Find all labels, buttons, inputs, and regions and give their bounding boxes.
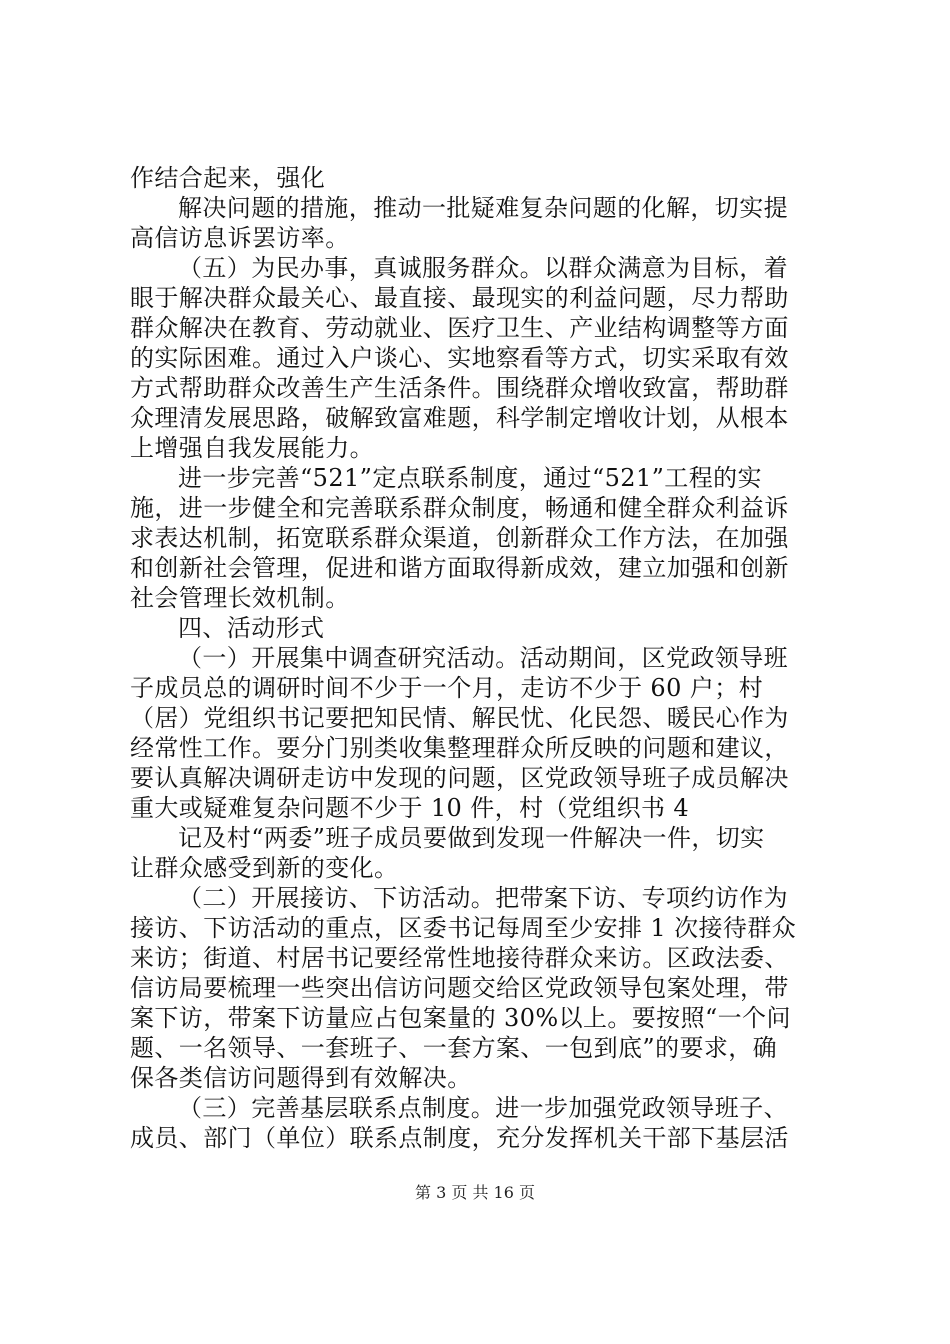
text-line: 让群众感受到新的变化。 [130, 854, 399, 882]
text-line: 求表达机制，拓宽联系群众渠道，创新群众工作方法，在加强 [130, 524, 789, 552]
text-line: 社会管理长效机制。 [130, 584, 350, 612]
text-line: 群众解决在教育、劳动就业、医疗卫生、产业结构调整等方面 [130, 314, 789, 342]
text-line: （二）开展接访、下访活动。把带案下访、专项约访作为 [178, 884, 788, 912]
text-line: 要认真解决调研走访中发现的问题，区党政领导班子成员解决 [130, 764, 789, 792]
text-line: 解决问题的措施，推动一批疑难复杂问题的化解，切实提 [178, 194, 788, 222]
text-line: （一）开展集中调查研究活动。活动期间，区党政领导班 [178, 644, 788, 672]
text-line: （五）为民办事，真诚服务群众。以群众满意为目标，着 [178, 254, 788, 282]
text-line: 子成员总的调研时间不少于一个月，走访不少于 60 户；村 [130, 674, 763, 702]
text-line: 案下访，带案下访量应占包案量的 30%以上。要按照“一个问 [130, 1004, 791, 1032]
text-line: 施，进一步健全和完善联系群众制度，畅通和健全群众利益诉 [130, 494, 789, 522]
text-line: 题、一名领导、一套班子、一套方案、一包到底”的要求，确 [130, 1034, 778, 1062]
text-line: 眼于解决群众最关心、最直接、最现实的利益问题，尽力帮助 [130, 284, 789, 312]
text-line: 众理清发展思路，破解致富难题，科学制定增收计划，从根本 [130, 404, 789, 432]
text-line: 作结合起来，强化 [130, 164, 326, 192]
text-line: （三）完善基层联系点制度。进一步加强党政领导班子、 [178, 1094, 788, 1122]
page-number: 第 3 页 共 16 页 [415, 1183, 535, 1202]
text-line: 成员、部门（单位）联系点制度，充分发挥机关干部下基层活 [130, 1124, 789, 1152]
text-line: 和创新社会管理，促进和谐方面取得新成效，建立加强和创新 [130, 554, 789, 582]
text-line: 记及村“两委”班子成员要做到发现一件解决一件，切实 [178, 824, 765, 852]
text-line: 方式帮助群众改善生产生活条件。围绕群众增收致富，帮助群 [130, 374, 789, 402]
text-line: 的实际困难。通过入户谈心、实地察看等方式，切实采取有效 [130, 344, 789, 372]
section-heading: 四、活动形式 [178, 614, 325, 642]
text-line: 来访；街道、村居书记要经常性地接待群众来访。区政法委、 [130, 944, 789, 972]
text-line: 高信访息诉罢访率。 [130, 224, 350, 252]
text-line: 接访、下访活动的重点，区委书记每周至少安排 1 次接待群众 [130, 914, 797, 942]
text-line: 经常性工作。要分门别类收集整理群众所反映的问题和建议， [130, 734, 789, 762]
text-line: 进一步完善“521”定点联系制度，通过“521”工程的实 [178, 464, 762, 492]
text-line: 上增强自我发展能力。 [130, 434, 374, 462]
text-line: （居）党组织书记要把知民情、解民忧、化民怨、暖民心作为 [130, 704, 789, 732]
text-line: 信访局要梳理一些突出信访问题交给区党政领导包案处理，带 [130, 974, 789, 1002]
text-line: 保各类信访问题得到有效解决。 [130, 1064, 472, 1092]
text-line: 重大或疑难复杂问题不少于 10 件，村（党组织书 4 [130, 794, 690, 822]
